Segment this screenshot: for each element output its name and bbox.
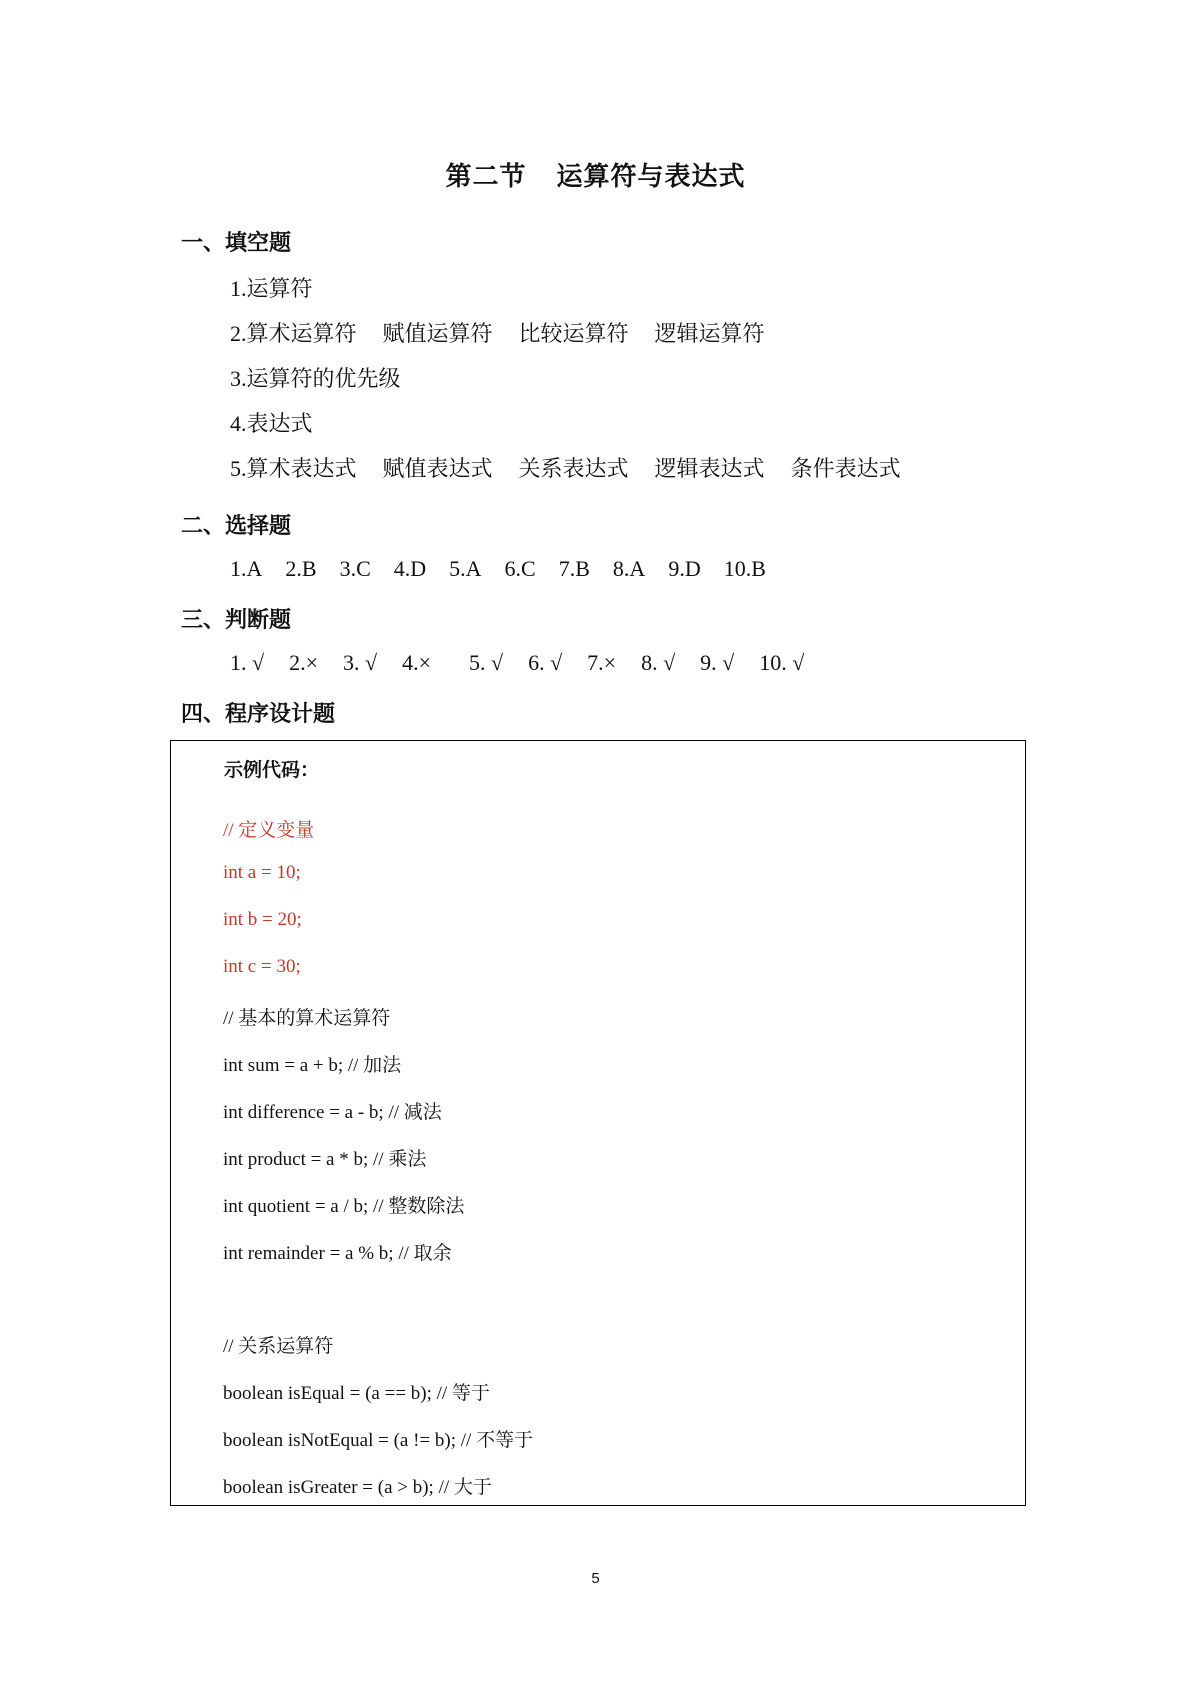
page-number: 5 bbox=[591, 1570, 600, 1587]
fill-in-answer-1 bbox=[230, 272, 339, 303]
answer-item: 3.运算符的优先级 bbox=[230, 366, 401, 391]
section-heading-programming: 四、程序设计题 bbox=[181, 702, 336, 727]
choice-answer: 3.C bbox=[339, 556, 371, 581]
answer-item: 1.运算符 bbox=[230, 276, 313, 301]
fill-in-answer-3 bbox=[230, 362, 427, 393]
answer-item: 赋值表达式 bbox=[382, 456, 493, 481]
code-comment-line: // 基本的算术运算符 bbox=[223, 1008, 391, 1029]
section-heading-true-false: 三、判断题 bbox=[181, 608, 292, 633]
true-false-answer: 9. √ bbox=[700, 650, 735, 675]
choice-answer: 8.A bbox=[612, 556, 646, 581]
code-line: boolean isEqual = (a == b); // 等于 bbox=[223, 1383, 490, 1404]
choice-answer: 7.B bbox=[558, 556, 590, 581]
choice-answer: 10.B bbox=[723, 556, 766, 581]
choice-answer: 1.A bbox=[230, 556, 263, 581]
code-line: int b = 20; bbox=[223, 909, 302, 930]
fill-in-answer-2 bbox=[230, 317, 791, 348]
true-false-answers bbox=[230, 650, 829, 676]
choice-answer: 4.D bbox=[393, 556, 427, 581]
choice-answer: 6.C bbox=[504, 556, 536, 581]
answer-item: 4.表达式 bbox=[230, 411, 313, 436]
code-line: int c = 30; bbox=[223, 956, 301, 977]
code-sample-box bbox=[170, 740, 1026, 1506]
answer-item: 5.算术表达式 bbox=[230, 456, 357, 481]
true-false-answer: 3. √ bbox=[343, 650, 378, 675]
true-false-answer: 5. √ bbox=[469, 650, 504, 675]
code-line: int difference = a - b; // 减法 bbox=[223, 1102, 442, 1123]
code-comment-line: // 定义变量 bbox=[223, 820, 315, 841]
section-heading-fill-in: 一、填空题 bbox=[181, 231, 292, 256]
true-false-answer: 6. √ bbox=[528, 650, 563, 675]
answer-item: 逻辑表达式 bbox=[654, 456, 765, 481]
choice-answer: 2.B bbox=[285, 556, 317, 581]
code-line: int product = a * b; // 乘法 bbox=[223, 1149, 427, 1170]
choice-answer: 5.A bbox=[449, 556, 482, 581]
page-title-topic: 运算符与表达式 bbox=[556, 162, 746, 192]
answer-item: 条件表达式 bbox=[790, 456, 901, 481]
choice-answer: 9.D bbox=[668, 556, 701, 581]
true-false-answer: 10. √ bbox=[759, 650, 805, 675]
true-false-answer: 1. √ bbox=[230, 650, 265, 675]
true-false-answer: 2.× bbox=[289, 650, 318, 675]
code-line: int quotient = a / b; // 整数除法 bbox=[223, 1196, 465, 1217]
answer-item: 逻辑运算符 bbox=[654, 321, 765, 346]
page-title-section: 第二节 bbox=[445, 162, 527, 192]
code-line: int sum = a + b; // 加法 bbox=[223, 1055, 402, 1076]
answer-item: 2.算术运算符 bbox=[230, 321, 357, 346]
answer-item: 比较运算符 bbox=[518, 321, 629, 346]
true-false-answer: 7.× bbox=[587, 650, 617, 675]
code-comment-line: // 关系运算符 bbox=[223, 1336, 334, 1357]
code-line: boolean isGreater = (a > b); // 大于 bbox=[223, 1477, 492, 1498]
true-false-answer: 4.× bbox=[402, 650, 431, 675]
fill-in-answer-5 bbox=[230, 452, 927, 483]
fill-in-answer-4 bbox=[230, 407, 339, 438]
code-line: int a = 10; bbox=[223, 862, 301, 883]
code-sample-label: 示例代码： bbox=[224, 759, 320, 781]
answer-item: 关系表达式 bbox=[518, 456, 629, 481]
answer-item: 赋值运算符 bbox=[382, 321, 493, 346]
code-line: boolean isNotEqual = (a != b); // 不等于 bbox=[223, 1430, 534, 1451]
true-false-answer: 8. √ bbox=[641, 650, 676, 675]
page-title bbox=[0, 156, 1191, 193]
choice-answers bbox=[230, 556, 789, 582]
code-line: int remainder = a % b; // 取余 bbox=[223, 1243, 452, 1264]
section-heading-choice: 二、选择题 bbox=[181, 514, 292, 539]
